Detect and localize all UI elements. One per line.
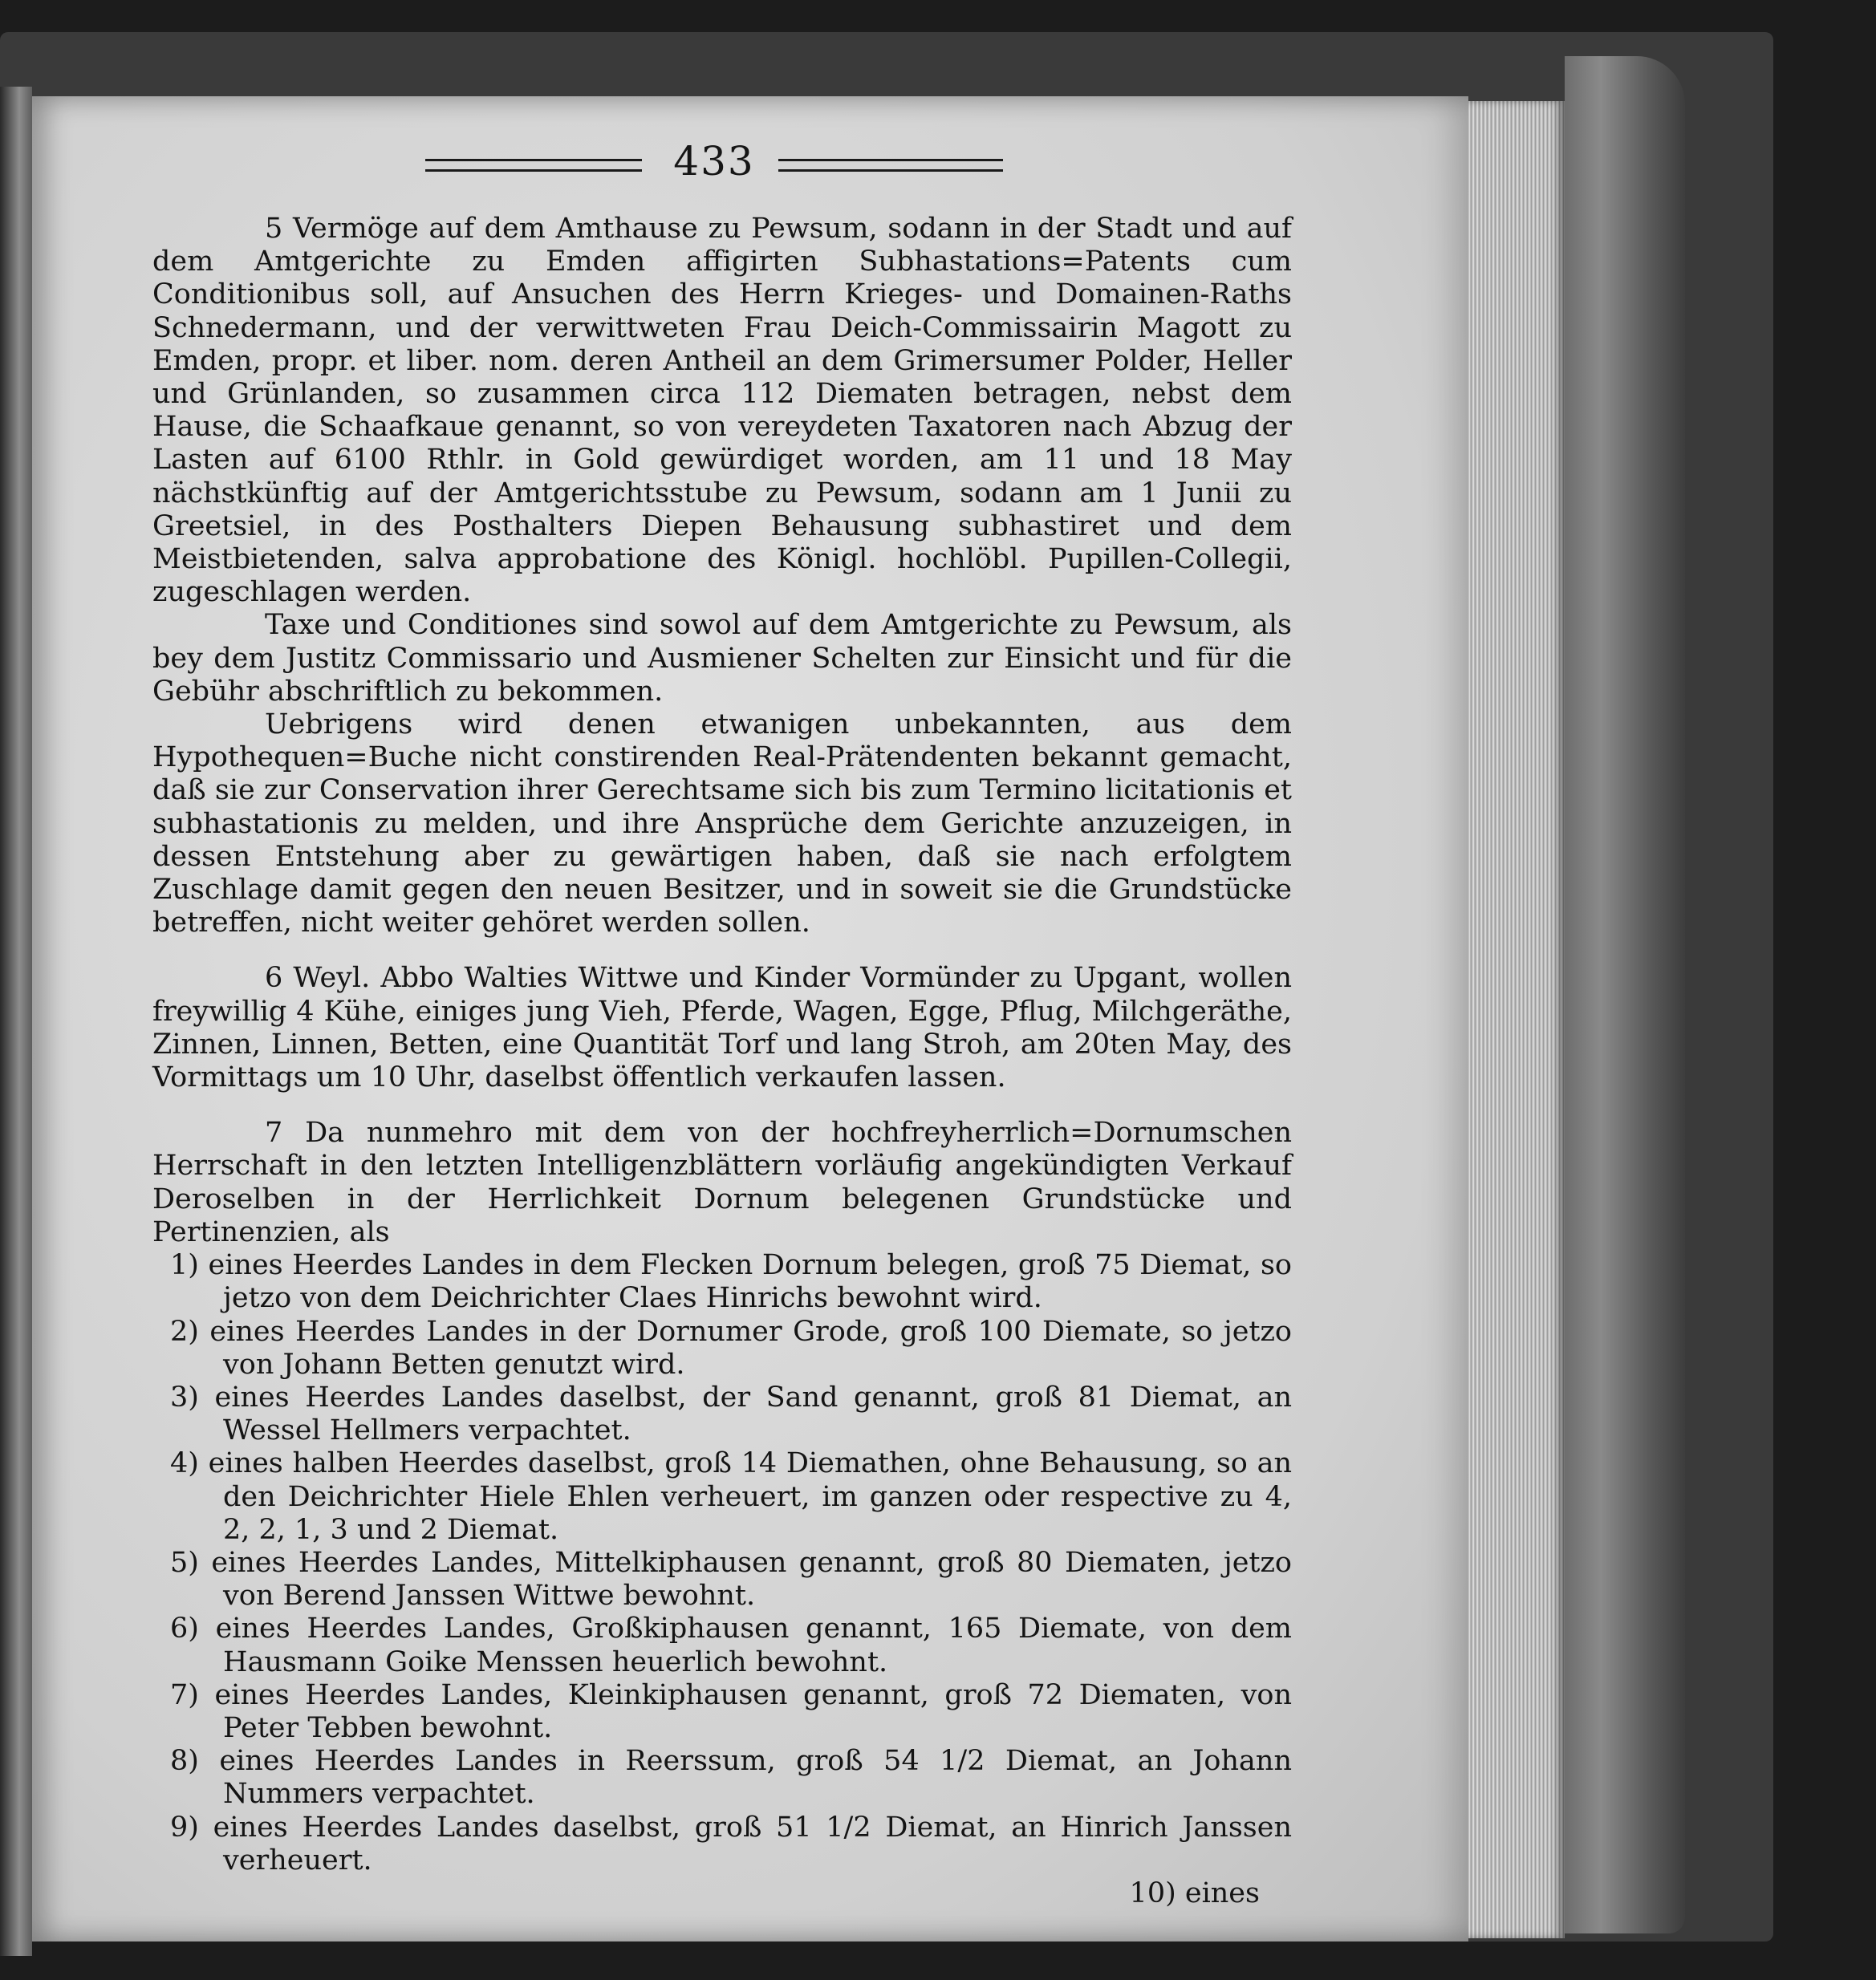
book-cover-edge <box>1565 56 1685 1933</box>
catchword: 10) eines <box>1129 1877 1260 1909</box>
paragraph-5-taxe: Taxe und Conditiones sind sowol auf dem Amtgerichte zu Pewsum, als bey dem Justitz Commissario und Ausmiener Schelten zur Einsicht und für die Gebühr abschriftlich zu bekommen. <box>152 609 1292 708</box>
list-item: 7) eines Heerdes Landes, Kleinkiphausen genannt, groß 72 Diematen, von Peter Tebben bewohnt. <box>170 1678 1292 1744</box>
list-item: 4) eines halben Heerdes daselbst, groß 14 Diemathen, ohne Behausung, so an den Deichrichter Hiele Ehlen verheuert, im ganzen oder respective zu 4, 2, 2, 1, 3 und 2 Diemat. <box>170 1447 1292 1546</box>
page-body <box>152 213 1292 1910</box>
header-rule-right <box>778 159 1003 172</box>
list-item: 9) eines Heerdes Landes daselbst, groß 51 1/2 Diemat, an Hinrich Janssen verheuert. <box>170 1811 1292 1877</box>
property-list <box>152 1249 1292 1877</box>
spacer <box>152 1094 1292 1117</box>
list-item: 2) eines Heerdes Landes in der Dornumer Grode, groß 100 Diemate, so jetzo von Johann Betten genutzt wird. <box>170 1315 1292 1381</box>
spacer <box>152 939 1292 962</box>
left-page-edge <box>0 87 32 1956</box>
list-item: 3) eines Heerdes Landes daselbst, der Sand genannt, groß 81 Diemat, an Wessel Hellmers verpachtet. <box>170 1381 1292 1447</box>
paragraph-5: 5 Vermöge auf dem Amthause zu Pewsum, sodann in der Stadt und auf dem Amtgerichte zu Emden affigirten Subhastations=Patents cum Conditionibus soll, auf Ansuchen des Herrn Krieges- und Domainen-Raths Schnedermann, und der verwittweten Frau Deich-Commissairin Magott zu Emden, propr. et liber. nom. deren Antheil an dem Grimersumer Polder, Heller und Grünlanden, so zusammen circa 112 Diematen betragen, nebst dem Hause, die Schaafkaue genannt, so von vereydeten Taxatoren nach Abzug der Lasten auf 6100 Rthlr. in Gold gewürdiget worden, am 11 und 18 May nächstkünftig auf der Amtgerichtsstube zu Pewsum, sodann am 1 Junii zu Greetsiel, in des Posthalters Diepen Behausung subhastiret und dem Meistbietenden, salva approbatione des Königl. hochlöbl. Pupillen-Collegii, zugeschlagen werden. <box>152 213 1292 609</box>
list-item: 1) eines Heerdes Landes in dem Flecken Dornum belegen, groß 75 Diemat, so jetzo von dem Deichrichter Claes Hinrichs bewohnt wird. <box>170 1249 1292 1315</box>
list-item: 5) eines Heerdes Landes, Mittelkiphausen genannt, groß 80 Diematen, jetzo von Berend Janssen Wittwe bewohnt. <box>170 1546 1292 1613</box>
page-number: 433 <box>673 138 755 185</box>
paragraph-7: 7 Da nunmehro mit dem von der hochfreyherrlich=Dornumschen Herrschaft in den letzten Intelligenzblättern vorläufig angekündigten Verkauf Deroselben in der Herrlichkeit Dornum belegenen Grundstücke und Pertinenzien, als <box>152 1117 1292 1248</box>
paragraph-5-uebrigens: Uebrigens wird denen etwanigen unbekannten, aus dem Hypothequen=Buche nicht constirenden Real-Prätendenten bekannt gemacht, daß sie zur Conservation ihrer Gerechtsame sich bis zum Termino licitationis et subhastationis zu melden, und ihre Ansprüche dem Gerichte anzuzeigen, in dessen Entstehung aber zu gewärtigen haben, daß sie nach erfolgtem Zuschlage damit gegen den neuen Besitzer, und in soweit sie die Grundstücke betreffen, nicht weiter gehöret werden sollen. <box>152 708 1292 939</box>
page-header <box>425 138 1003 194</box>
page-stack-edge <box>1468 101 1565 1938</box>
list-item: 6) eines Heerdes Landes, Großkiphausen genannt, 165 Diemate, von dem Hausmann Goike Menssen heuerlich bewohnt. <box>170 1613 1292 1678</box>
header-rule-left <box>425 159 642 172</box>
paragraph-6: 6 Weyl. Abbo Walties Wittwe und Kinder Vormünder zu Upgant, wollen freywillig 4 Kühe, einiges jung Vieh, Pferde, Wagen, Egge, Pflug, Milchgeräthe, Zinnen, Linnen, Betten, eine Quantität Torf und lang Stroh, am 20ten May, des Vormittags um 10 Uhr, daselbst öffentlich verkaufen lassen. <box>152 962 1292 1094</box>
list-item: 8) eines Heerdes Landes in Reerssum, groß 54 1/2 Diemat, an Johann Nummers verpachtet. <box>170 1745 1292 1811</box>
